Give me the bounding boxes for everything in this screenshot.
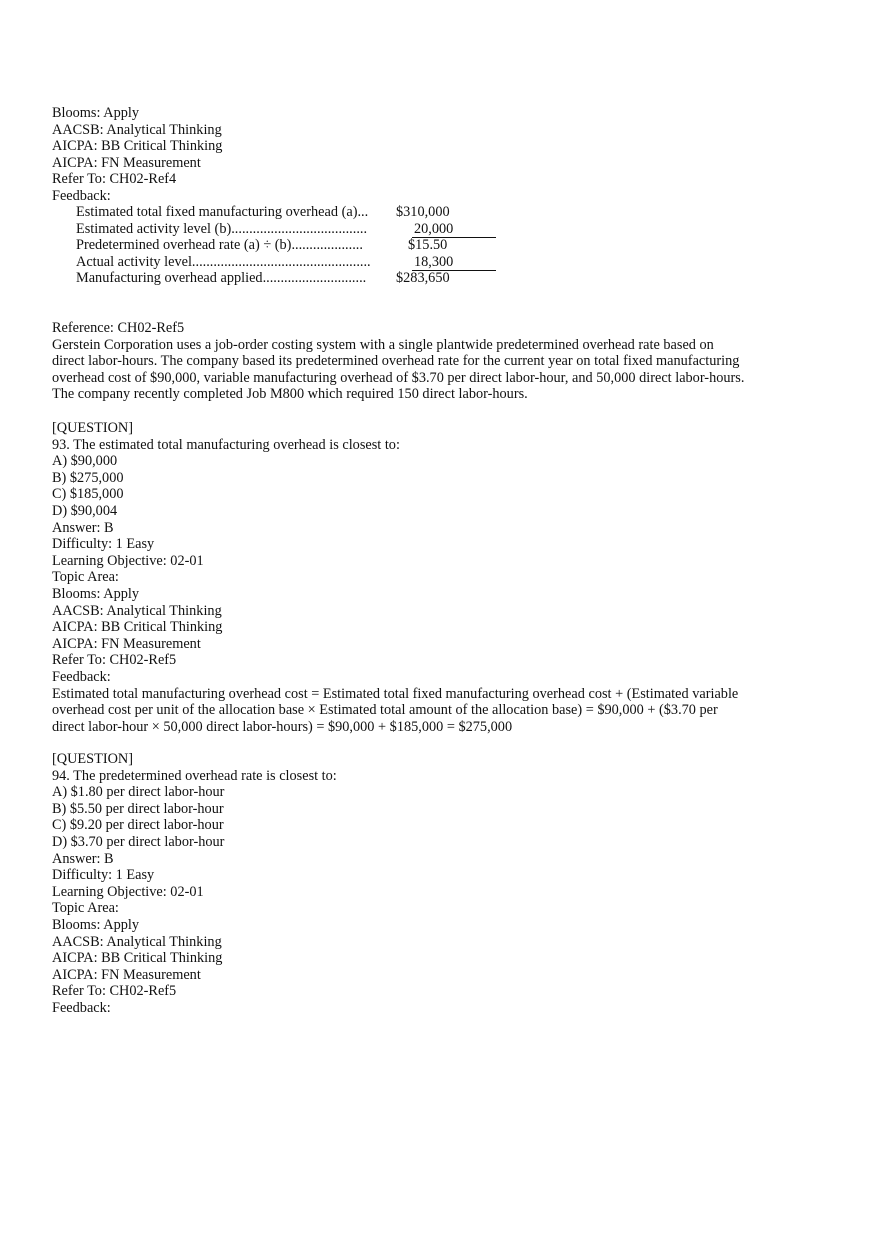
row-label: Estimated activity level (b)...................................... [76,220,368,237]
difficulty-line: Difficulty: 1 Easy [52,867,155,884]
topic-area-line: Topic Area: [52,569,119,586]
refer-to-line: Refer To: CH02-Ref5 [52,652,177,669]
row-label: Predetermined overhead rate (a) ÷ (b).................... [76,237,363,254]
option-a: A) $90,000 [52,453,118,470]
topic-area-line: Topic Area: [52,900,119,917]
learning-objective-line: Learning Objective: 02-01 [52,552,204,569]
blooms-line: Blooms: Apply [52,105,139,121]
option-c: C) $185,000 [52,486,124,503]
reference-line: The company recently completed Job M800 which required 150 direct labor-hours. [52,386,528,403]
row-value: $310,000 [396,204,450,220]
row-value: 20,000 [412,221,496,239]
reference-title: Reference: CH02-Ref5 [52,320,185,336]
refer-to-line: Refer To: CH02-Ref5 [52,983,177,1000]
refer-to-line: Refer To: CH02-Ref4 [52,171,177,188]
feedback-line: Estimated total manufacturing overhead cost = Estimated total fixed manufacturing overhead cost + (Estimated variable [52,685,739,702]
row-label: Manufacturing overhead applied............................. [76,270,367,287]
aacsb-line: AACSB: Analytical Thinking [52,933,222,950]
reference-block [52,320,772,403]
aicpa-fn-line: AICPA: FN Measurement [52,635,201,652]
option-b: B) $275,000 [52,469,124,486]
aicpa-bb-line: AICPA: BB Critical Thinking [52,138,223,155]
aicpa-fn-line: AICPA: FN Measurement [52,154,201,171]
question-stem: 93. The estimated total manufacturing overhead is closest to: [52,436,400,453]
option-d: D) $3.70 per direct labor-hour [52,833,225,850]
row-label: Estimated total fixed manufacturing overhead (a)... [76,204,369,220]
question-94 [52,751,772,1017]
aicpa-fn-line: AICPA: FN Measurement [52,966,201,983]
row-value: $15.50 [408,237,448,254]
feedback-line: overhead cost per unit of the allocation base × Estimated total amount of the allocation base) = $90,000 + ($3.70 per [52,702,718,719]
feedback-label: Feedback: [52,999,111,1016]
option-c: C) $9.20 per direct labor-hour [52,817,224,834]
question-tag: [QUESTION] [52,420,133,436]
blooms-line: Blooms: Apply [52,585,139,602]
reference-line: overhead cost of $90,000, variable manufacturing overhead of $3.70 per direct labor-hour, and 50,000 direct labor-hours. [52,369,745,386]
question-tag: [QUESTION] [52,751,133,767]
answer-line: Answer: B [52,519,114,536]
option-b: B) $5.50 per direct labor-hour [52,800,224,817]
aicpa-bb-line: AICPA: BB Critical Thinking [52,619,223,636]
feedback-line: direct labor-hour × 50,000 direct labor-hours) = $90,000 + $185,000 = $275,000 [52,718,513,735]
row-label: Actual activity level.................................................. [76,253,371,270]
aacsb-line: AACSB: Analytical Thinking [52,602,222,619]
question-stem: 94. The predetermined overhead rate is closest to: [52,767,337,784]
option-d: D) $90,004 [52,502,118,519]
answer-line: Answer: B [52,850,114,867]
learning-objective-line: Learning Objective: 02-01 [52,883,204,900]
difficulty-line: Difficulty: 1 Easy [52,536,155,553]
row-value: $283,650 [396,270,450,287]
option-a: A) $1.80 per direct labor-hour [52,784,225,801]
feedback-label: Feedback: [52,668,111,685]
row-value: 18,300 [412,254,496,272]
question-93 [52,420,772,735]
aacsb-line: AACSB: Analytical Thinking [52,121,222,138]
blooms-line: Blooms: Apply [52,916,139,933]
aicpa-bb-line: AICPA: BB Critical Thinking [52,950,223,967]
prev-question-meta [52,105,772,205]
reference-line: direct labor-hours. The company based its predetermined overhead rate for the current year on total fixed manufacturing [52,353,740,370]
reference-line: Gerstein Corporation uses a job-order costing system with a single plantwide predetermined overhead rate based on [52,336,714,353]
feedback-label: Feedback: [52,187,111,204]
